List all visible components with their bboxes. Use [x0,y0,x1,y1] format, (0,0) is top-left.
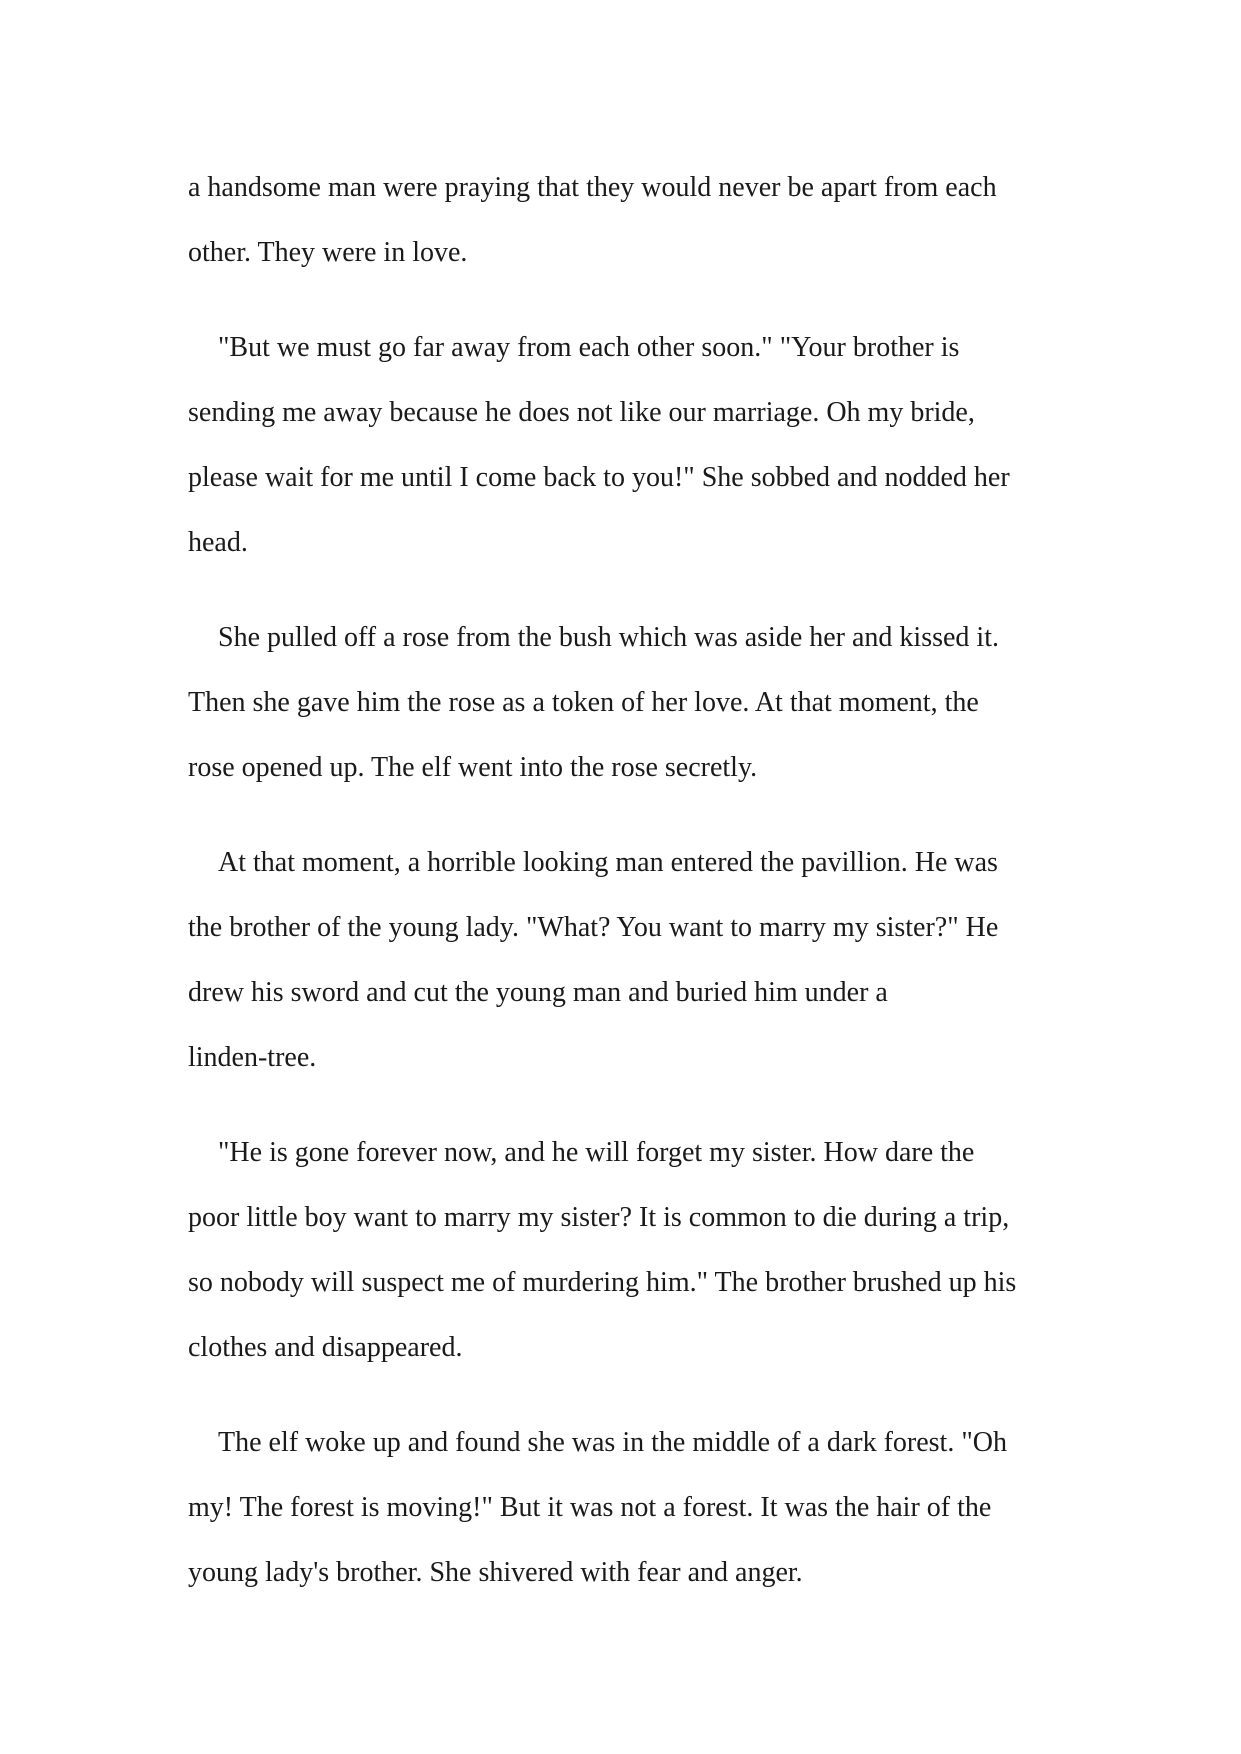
paragraph-1 [188,155,1068,285]
text-line: my! The forest is moving!" But it was not a forest. It was the hair of the [188,1492,992,1523]
text-line: At that moment, a horrible looking man entered the pavillion. He was [218,847,998,878]
text-line: She pulled off a rose from the bush which was aside her and kissed it. [218,622,999,653]
text-line: young lady's brother. She shivered with fear and anger. [188,1557,803,1588]
text-line: rose opened up. The elf went into the rose secretly. [188,752,758,783]
text-line: please wait for me until I come back to you!" She sobbed and nodded her [188,462,1010,493]
text-line: The elf woke up and found she was in the middle of a dark forest. "Oh [218,1427,1007,1458]
text-line: linden-tree. [188,1042,317,1073]
text-line: clothes and disappeared. [188,1332,463,1363]
text-line: Then she gave him the rose as a token of her love. At that moment, the [188,687,979,718]
text-line: poor little boy want to marry my sister? It is common to die during a trip, [188,1202,1010,1233]
text-line: drew his sword and cut the young man and buried him under a [188,977,888,1008]
text-line: head. [188,527,248,558]
text-line: "But we must go far away from each other soon." "Your brother is [218,332,960,363]
text-line: sending me away because he does not like our marriage. Oh my bride, [188,397,975,428]
text-line: a handsome man were praying that they would never be apart from each [188,172,997,203]
paragraph-4 [188,830,1068,1090]
paragraph-5 [188,1120,1068,1380]
story-text [188,155,1068,1635]
paragraph-3 [188,605,1068,800]
text-line: so nobody will suspect me of murdering him." The brother brushed up his [188,1267,1017,1298]
text-line: "He is gone forever now, and he will forget my sister. How dare the [218,1137,975,1168]
paragraph-6 [188,1410,1068,1605]
text-line: the brother of the young lady. "What? You want to marry my sister?" He [188,912,999,943]
paragraph-2 [188,315,1068,575]
text-line: other. They were in love. [188,237,468,268]
